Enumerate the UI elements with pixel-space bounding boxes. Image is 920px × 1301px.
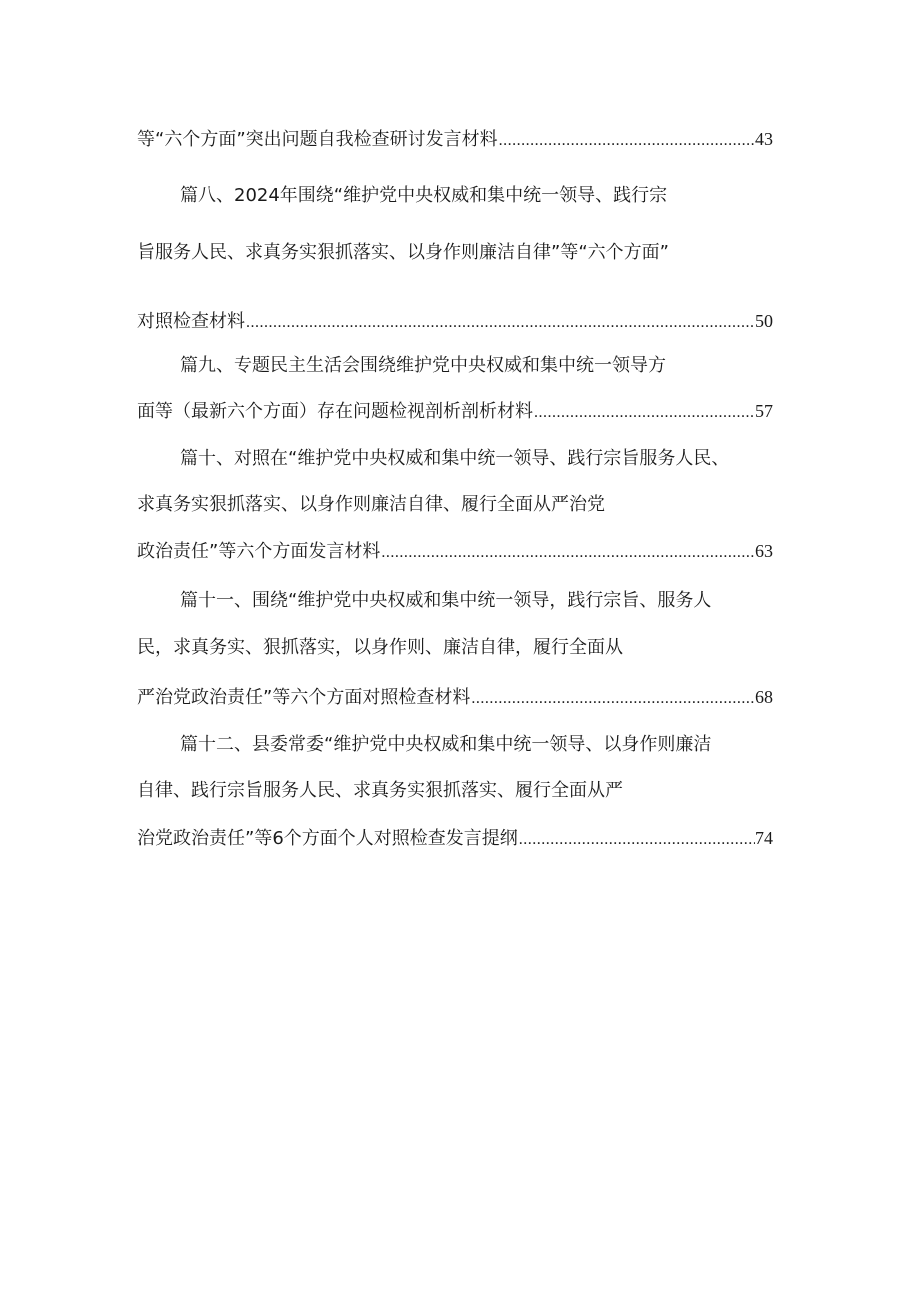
dot-leader <box>519 828 755 852</box>
dot-leader <box>246 311 755 335</box>
toc-entry-6-line-3[interactable] <box>137 826 773 852</box>
toc-page-number: 57 <box>755 401 773 421</box>
toc-entry-3-line-1[interactable]: 篇九、专题民主生活会围绕维护党中央权威和集中统一领导方 <box>180 355 666 376</box>
toc-entry-5-line-1[interactable]: 篇十一、围绕“维护党中央权威和集中统一领导，践行宗旨、服务人 <box>180 590 712 611</box>
toc-entry-1-line-1[interactable] <box>137 127 773 153</box>
dot-leader <box>381 541 755 565</box>
toc-page-number: 50 <box>755 311 773 331</box>
toc-entry-text: 治党政治责任”等6个方面个人对照检查发言提纲 <box>137 828 518 849</box>
toc-entry-text: 政治责任”等六个方面发言材料 <box>137 541 381 562</box>
toc-page-number: 63 <box>755 541 773 561</box>
dot-leader <box>534 401 755 425</box>
toc-entry-3-line-2[interactable] <box>137 399 773 425</box>
dot-leader <box>499 129 755 153</box>
dot-leader <box>471 687 755 711</box>
toc-entry-6-line-1[interactable]: 篇十二、县委常委“维护党中央权威和集中统一领导、以身作则廉洁 <box>180 734 712 755</box>
toc-entry-4-line-3[interactable] <box>137 539 773 565</box>
toc-entry-text: 严治党政治责任”等六个方面对照检查材料 <box>137 687 471 708</box>
toc-entry-2-line-3[interactable] <box>137 309 773 335</box>
toc-entry-5-line-3[interactable] <box>137 685 773 711</box>
toc-entry-2-line-2[interactable]: 旨服务人民、求真务实狠抓落实、以身作则廉洁自律”等“六个方面” <box>137 242 669 263</box>
toc-entry-text: 面等（最新六个方面）存在问题检视剖析剖析材料 <box>137 401 533 422</box>
toc-entry-4-line-2[interactable]: 求真务实狠抓落实、以身作则廉洁自律、履行全面从严治党 <box>137 494 605 515</box>
toc-page-number: 74 <box>755 828 773 848</box>
toc-page-number: 43 <box>755 129 773 149</box>
toc-page-number: 68 <box>755 687 773 707</box>
toc-entry-text: 等“六个方面”突出问题自我检查研讨发言材料 <box>137 129 498 150</box>
toc-entry-text: 对照检查材料 <box>137 311 245 332</box>
toc-entry-5-line-2[interactable]: 民，求真务实、狠抓落实，以身作则、廉洁自律，履行全面从 <box>137 637 623 658</box>
toc-entry-2-line-1[interactable]: 篇八、2024年围绕“维护党中央权威和集中统一领导、践行宗 <box>180 185 668 206</box>
toc-entry-6-line-2[interactable]: 自律、践行宗旨服务人民、求真务实狠抓落实、履行全面从严 <box>137 780 623 801</box>
toc-entry-4-line-1[interactable]: 篇十、对照在“维护党中央权威和集中统一领导、践行宗旨服务人民、 <box>180 448 730 469</box>
